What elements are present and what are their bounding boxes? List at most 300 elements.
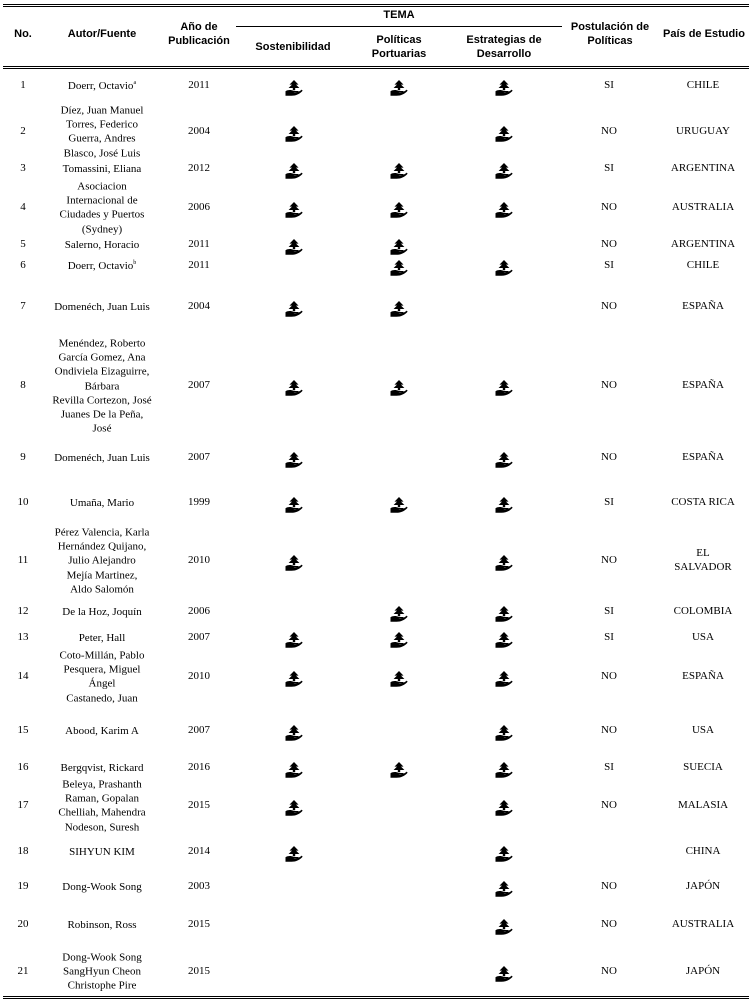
sostenibilidad-hand-holding-tree-icon: [285, 800, 303, 816]
year-cell-line: 2012: [188, 162, 210, 175]
postulacion-cell-line: SI: [604, 162, 614, 175]
author-cell-line: Castanedo, Juan: [66, 692, 138, 705]
row-number-line: 15: [17, 724, 29, 737]
row-number-line: 5: [20, 238, 26, 251]
estrategias-hand-holding-tree-icon: [495, 632, 513, 648]
header-politicas-line2: Portuarias: [371, 47, 427, 60]
postulacion-cell-line: NO: [601, 670, 617, 683]
author-cell: [42, 300, 162, 314]
row-number: [3, 79, 43, 93]
author-cell-line: Bárbara: [84, 379, 120, 392]
author-cell: [42, 79, 162, 93]
row-number: [3, 496, 43, 510]
header-bottom-rule-double: [3, 68, 749, 69]
country-cell-line: ARGENTINA: [670, 238, 736, 251]
politicas-hand-holding-tree-icon: [390, 497, 408, 513]
year-cell: [169, 496, 229, 510]
table-bottom-rule: [3, 996, 749, 997]
year-cell: [169, 724, 229, 738]
header-sostenibilidad: Sostenibilidad: [255, 41, 331, 53]
author-cell-line: Blasco, José Luis: [63, 147, 141, 160]
author-cell-line: Nodeson, Suresh: [64, 821, 140, 834]
country-cell-line: USA: [691, 631, 714, 644]
author-cell-line: Dong-Wook Song: [62, 951, 142, 964]
author-cell-line: (Sydney): [81, 223, 123, 236]
header-estrategias-line1: Estrategias de: [466, 34, 542, 46]
estrategias-hand-holding-tree-icon: [495, 163, 513, 179]
country-cell-line: COLOMBIA: [673, 605, 733, 618]
author-cell-line: Chelliah, Mahendra: [58, 807, 146, 819]
year-cell: [169, 605, 229, 619]
country-cell-line: ESPAÑA: [682, 379, 724, 392]
author-cell-line: Ángel: [88, 678, 116, 690]
estrategias-hand-holding-tree-icon: [495, 966, 513, 982]
header-estrategias-desarrollo: [452, 34, 556, 61]
table-bottom-rule-double: [3, 998, 749, 999]
sostenibilidad-hand-holding-tree-icon: [285, 762, 303, 778]
postulacion-cell-line: SI: [604, 761, 614, 774]
header-anio-line2: Publicación: [168, 34, 230, 47]
author-cell-line: Domenéch, Juan Luis: [54, 451, 150, 464]
country-cell: [655, 451, 751, 465]
author-cell-line: Revilla Cortezon, José: [52, 394, 152, 407]
author-cell-line: Díez, Juan Manuel: [60, 104, 144, 117]
postulacion-cell-line: NO: [601, 724, 617, 737]
row-number-line: 16: [17, 761, 29, 774]
author-cell-line: Juanes De la Peña,: [60, 408, 144, 421]
postulacion-cell-line: NO: [601, 379, 617, 392]
author-cell-line: Doerr, Octavio$^b$: [67, 259, 137, 272]
header-politicas-portuarias: [352, 34, 446, 61]
sostenibilidad-hand-holding-tree-icon: [285, 163, 303, 179]
author-cell-line: Internacional de: [66, 194, 138, 207]
author-cell: [42, 180, 162, 237]
postulacion-cell-line: SI: [604, 496, 614, 509]
sostenibilidad-hand-holding-tree-icon: [285, 632, 303, 648]
country-cell-line: ARGENTINA: [670, 162, 736, 175]
row-number: [3, 554, 43, 568]
author-cell: [42, 724, 162, 738]
sostenibilidad-hand-holding-tree-icon: [285, 301, 303, 317]
postulacion-cell: [579, 965, 639, 979]
postulacion-cell-line: NO: [601, 799, 617, 812]
postulacion-cell-line: NO: [601, 918, 617, 931]
estrategias-hand-holding-tree-icon: [495, 606, 513, 622]
sostenibilidad-hand-holding-tree-icon: [285, 202, 303, 218]
row-number-line: 10: [17, 496, 29, 509]
row-number-line: 2: [20, 125, 26, 138]
row-number: [3, 918, 43, 932]
year-cell-line: 2007: [188, 379, 210, 392]
year-cell: [169, 631, 229, 645]
country-cell: [655, 845, 751, 859]
author-cell-line: Tomassini, Eliana: [62, 162, 142, 175]
postulacion-cell-line: NO: [601, 554, 617, 567]
year-cell: [169, 965, 229, 979]
row-number: [3, 799, 43, 813]
postulacion-cell: [579, 259, 639, 273]
header-tema: TEMA: [383, 9, 415, 21]
country-cell-line: URUGUAY: [676, 125, 730, 138]
postulacion-cell-line: SI: [604, 259, 614, 272]
estrategias-hand-holding-tree-icon: [495, 260, 513, 276]
row-number: [3, 605, 43, 619]
estrategias-hand-holding-tree-icon: [495, 846, 513, 862]
row-number: [3, 379, 43, 393]
sostenibilidad-hand-holding-tree-icon: [285, 380, 303, 396]
year-cell: [169, 670, 229, 684]
row-number-line: 20: [17, 918, 29, 931]
country-cell: [655, 125, 751, 139]
row-number-line: 3: [20, 162, 26, 175]
author-cell-line: José: [92, 422, 112, 435]
politicas-hand-holding-tree-icon: [390, 202, 408, 218]
postulacion-cell-line: NO: [601, 201, 617, 214]
country-cell: [655, 201, 751, 215]
author-cell-line: Guerra, Andres: [68, 133, 136, 145]
author-cell-line: Coto-Millán, Pablo: [59, 649, 145, 662]
author-cell-line: Menéndez, Roberto: [58, 337, 146, 350]
header-politicas-line1: Políticas: [376, 34, 422, 46]
row-number: [3, 238, 43, 252]
year-cell: [169, 918, 229, 932]
year-cell-line: 2007: [188, 451, 210, 464]
year-cell-line: 2006: [188, 605, 210, 618]
postulacion-cell: [579, 554, 639, 568]
politicas-hand-holding-tree-icon: [390, 260, 408, 276]
year-cell-line: 2016: [188, 761, 210, 774]
row-number: [3, 761, 43, 775]
postulacion-cell: [579, 724, 639, 738]
header-autor: Autor/Fuente: [67, 28, 137, 40]
postulacion-cell: [579, 880, 639, 894]
row-number: [3, 300, 43, 314]
sostenibilidad-hand-holding-tree-icon: [285, 725, 303, 741]
postulacion-cell-line: NO: [601, 965, 617, 978]
politicas-hand-holding-tree-icon: [390, 762, 408, 778]
author-cell-line: Doerr, Octavio$^a$: [67, 79, 137, 92]
postulacion-cell-line: SI: [604, 631, 614, 644]
estrategias-hand-holding-tree-icon: [495, 80, 513, 96]
postulacion-cell: [579, 451, 639, 465]
author-cell-line: SangHyun Cheon: [63, 965, 141, 978]
author-cell-line: SIHYUN KIM: [69, 845, 135, 858]
author-cell-line: Pesquera, Miguel: [63, 663, 141, 676]
row-number: [3, 631, 43, 645]
country-cell: [655, 799, 751, 813]
row-number: [3, 880, 43, 894]
year-cell-line: 2007: [188, 724, 210, 737]
author-cell: [42, 238, 162, 252]
postulacion-cell: [579, 125, 639, 139]
year-cell-line: 2011: [188, 238, 210, 251]
header-postulacion-line1: Postulación de: [570, 21, 650, 33]
row-number-line: 13: [17, 631, 29, 644]
row-number-line: 11: [17, 554, 29, 567]
author-cell-line: Torres, Federico: [66, 118, 138, 131]
country-cell-line: SUECIA: [683, 761, 723, 774]
row-number: [3, 965, 43, 979]
author-cell-line: Dong-Wook Song: [62, 880, 142, 893]
author-cell: [42, 525, 162, 596]
country-cell-line: ESPAÑA: [682, 451, 724, 464]
row-number-line: 6: [20, 259, 26, 272]
footnote-marker: a: [133, 80, 137, 87]
row-number: [3, 451, 43, 465]
year-cell-line: 2015: [188, 918, 210, 931]
estrategias-hand-holding-tree-icon: [495, 671, 513, 687]
country-cell: [655, 631, 751, 645]
year-cell-line: 2015: [188, 799, 210, 812]
postulacion-cell-line: NO: [601, 880, 617, 893]
postulacion-cell: [579, 201, 639, 215]
author-cell-line: Christophe Pire: [67, 980, 137, 993]
postulacion-cell: [579, 918, 639, 932]
header-pais: País de Estudio: [663, 28, 745, 40]
country-cell-line: SALVADOR: [674, 561, 732, 573]
year-cell: [169, 554, 229, 568]
year-cell-line: 2011: [188, 259, 210, 272]
country-cell-line: AUSTRALIA: [671, 201, 735, 214]
postulacion-cell: [579, 605, 639, 619]
postulacion-cell: [579, 79, 639, 93]
year-cell: [169, 761, 229, 775]
year-cell: [169, 162, 229, 176]
politicas-hand-holding-tree-icon: [390, 239, 408, 255]
row-number-line: 19: [17, 880, 29, 893]
row-number-line: 9: [20, 451, 26, 464]
politicas-hand-holding-tree-icon: [390, 671, 408, 687]
country-cell: [655, 496, 751, 510]
politicas-hand-holding-tree-icon: [390, 380, 408, 396]
row-number-line: 18: [17, 845, 29, 858]
country-cell: [655, 965, 751, 979]
estrategias-hand-holding-tree-icon: [495, 881, 513, 897]
country-cell: [655, 79, 751, 93]
year-cell: [169, 300, 229, 314]
postulacion-cell: [579, 300, 639, 314]
postulacion-cell-line: SI: [604, 79, 614, 92]
header-postulacion-line2: Políticas: [587, 34, 633, 47]
author-cell: [42, 845, 162, 859]
country-cell-line: COSTA RICA: [671, 496, 735, 509]
sostenibilidad-hand-holding-tree-icon: [285, 126, 303, 142]
country-cell-line: MALASIA: [677, 799, 729, 812]
postulacion-cell: [579, 379, 639, 393]
author-cell-line: Pérez Valencia, Karla: [54, 526, 150, 539]
country-cell-line: AUSTRALIA: [671, 918, 735, 931]
country-cell-line: USA: [691, 724, 714, 737]
postulacion-cell-line: NO: [601, 451, 617, 464]
country-cell: [655, 918, 751, 932]
sostenibilidad-hand-holding-tree-icon: [285, 846, 303, 862]
year-cell-line: 2004: [188, 300, 210, 313]
year-cell-line: 2004: [188, 125, 210, 138]
row-number-line: 1: [20, 79, 26, 92]
author-cell-line: Robinson, Ross: [67, 918, 137, 931]
header-no: No.: [14, 28, 32, 40]
country-cell-line: CHILE: [686, 259, 720, 272]
year-cell: [169, 79, 229, 93]
author-cell-line: Bergqvist, Rickard: [60, 761, 144, 774]
postulacion-cell-line: NO: [601, 238, 617, 251]
header-postulacion: [562, 21, 658, 48]
sostenibilidad-hand-holding-tree-icon: [285, 555, 303, 571]
row-number-line: 7: [20, 300, 26, 313]
author-cell: [42, 649, 162, 706]
row-number: [3, 259, 43, 273]
header-anio: [160, 21, 238, 48]
row-number: [3, 201, 43, 215]
estrategias-hand-holding-tree-icon: [495, 497, 513, 513]
author-cell-line: Abood, Karim A: [65, 724, 139, 737]
sostenibilidad-hand-holding-tree-icon: [285, 452, 303, 468]
row-number-line: 14: [17, 670, 29, 683]
row-number-line: 12: [17, 605, 29, 618]
country-cell: [655, 724, 751, 738]
author-cell: [42, 631, 162, 645]
country-cell-line: CHILE: [686, 79, 720, 92]
postulacion-cell-line: NO: [601, 300, 617, 313]
author-cell-line: Raman, Gopalan: [65, 792, 139, 805]
author-cell: [42, 918, 162, 932]
year-cell-line: 2006: [188, 201, 210, 214]
country-cell-line: JAPÓN: [685, 965, 721, 978]
politicas-hand-holding-tree-icon: [390, 80, 408, 96]
year-cell: [169, 451, 229, 465]
year-cell: [169, 799, 229, 813]
politicas-hand-holding-tree-icon: [390, 163, 408, 179]
author-cell-line: Julio Alejandro: [68, 554, 136, 567]
year-cell: [169, 238, 229, 252]
year-cell: [169, 845, 229, 859]
row-number: [3, 724, 43, 738]
estrategias-hand-holding-tree-icon: [495, 452, 513, 468]
estrategias-hand-holding-tree-icon: [495, 725, 513, 741]
country-cell-line: ESPAÑA: [682, 670, 724, 683]
politicas-hand-holding-tree-icon: [390, 606, 408, 622]
author-cell: [42, 880, 162, 894]
author-cell: [42, 259, 162, 273]
estrategias-hand-holding-tree-icon: [495, 800, 513, 816]
country-cell: [655, 761, 751, 775]
year-cell-line: 2003: [188, 880, 210, 893]
row-number: [3, 125, 43, 139]
politicas-hand-holding-tree-icon: [390, 632, 408, 648]
estrategias-hand-holding-tree-icon: [495, 380, 513, 396]
country-cell: [655, 379, 751, 393]
author-cell: [42, 451, 162, 465]
row-number: [3, 162, 43, 176]
author-cell: [42, 496, 162, 510]
table-top-rule-double: [3, 6, 749, 7]
estrategias-hand-holding-tree-icon: [495, 555, 513, 571]
country-cell-line: JAPÓN: [685, 880, 721, 893]
country-cell: [655, 605, 751, 619]
row-number-line: 17: [17, 799, 29, 812]
country-cell-line: CHINA: [685, 845, 721, 858]
postulacion-cell: [579, 162, 639, 176]
row-number: [3, 845, 43, 859]
sostenibilidad-hand-holding-tree-icon: [285, 239, 303, 255]
author-cell-line: Hernández Quijano,: [57, 540, 147, 553]
year-cell-line: 2014: [188, 845, 210, 858]
estrategias-hand-holding-tree-icon: [495, 202, 513, 218]
header-bottom-rule: [3, 66, 749, 67]
sostenibilidad-hand-holding-tree-icon: [285, 80, 303, 96]
country-cell-line: ESPAÑA: [682, 300, 724, 313]
author-cell-line: Mejía Martinez,: [66, 569, 138, 582]
country-cell: [655, 670, 751, 684]
author-cell-line: Beleya, Prashanth: [62, 778, 142, 791]
politicas-hand-holding-tree-icon: [390, 301, 408, 317]
postulacion-cell-line: SI: [604, 605, 614, 618]
author-cell-line: Aldo Salomón: [70, 583, 134, 596]
sostenibilidad-hand-holding-tree-icon: [285, 671, 303, 687]
author-cell: [42, 951, 162, 994]
author-cell: [42, 778, 162, 835]
country-cell: [655, 238, 751, 252]
country-cell-line: EL: [696, 547, 710, 560]
author-cell: [42, 104, 162, 161]
author-cell-line: García Gomez, Ana: [58, 351, 146, 364]
estrategias-hand-holding-tree-icon: [495, 762, 513, 778]
author-cell-line: De la Hoz, Joquín: [62, 605, 142, 618]
postulacion-cell: [579, 238, 639, 252]
year-cell-line: 2010: [188, 554, 210, 567]
author-cell-line: Domenéch, Juan Luis: [54, 300, 150, 313]
author-cell: [42, 162, 162, 176]
postulacion-cell: [579, 761, 639, 775]
author-cell-line: Asociacion: [77, 180, 127, 193]
year-cell-line: 2007: [188, 631, 210, 644]
author-cell: [42, 761, 162, 775]
author-cell-line: Ciudades y Puertos: [59, 209, 145, 221]
year-cell-line: 2010: [188, 670, 210, 683]
postulacion-cell-line: NO: [601, 125, 617, 138]
country-cell: [655, 880, 751, 894]
table-top-rule: [3, 4, 749, 5]
year-cell: [169, 379, 229, 393]
estrategias-hand-holding-tree-icon: [495, 126, 513, 142]
year-cell: [169, 125, 229, 139]
postulacion-cell: [579, 631, 639, 645]
sostenibilidad-hand-holding-tree-icon: [285, 497, 303, 513]
row-number: [3, 670, 43, 684]
header-anio-line1: Año de: [180, 21, 218, 33]
country-cell: [655, 259, 751, 273]
author-cell-line: Umaña, Mario: [69, 496, 135, 509]
year-cell-line: 2011: [188, 79, 210, 92]
postulacion-cell: [579, 670, 639, 684]
country-cell: [655, 162, 751, 176]
year-cell: [169, 880, 229, 894]
row-number-line: 21: [17, 965, 29, 978]
header-estrategias-line2: Desarrollo: [476, 47, 532, 60]
postulacion-cell: [579, 799, 639, 813]
author-cell-line: Ondiviela Eizaguirre,: [54, 365, 150, 378]
footnote-marker: b: [133, 260, 137, 267]
postulacion-cell: [579, 496, 639, 510]
country-cell: [655, 300, 751, 314]
country-cell: [655, 547, 751, 575]
year-cell-line: 1999: [188, 496, 210, 509]
row-number-line: 8: [20, 379, 26, 392]
year-cell-line: 2015: [188, 965, 210, 978]
author-cell: [42, 336, 162, 435]
year-cell: [169, 259, 229, 273]
author-cell-line: Peter, Hall: [78, 631, 126, 644]
